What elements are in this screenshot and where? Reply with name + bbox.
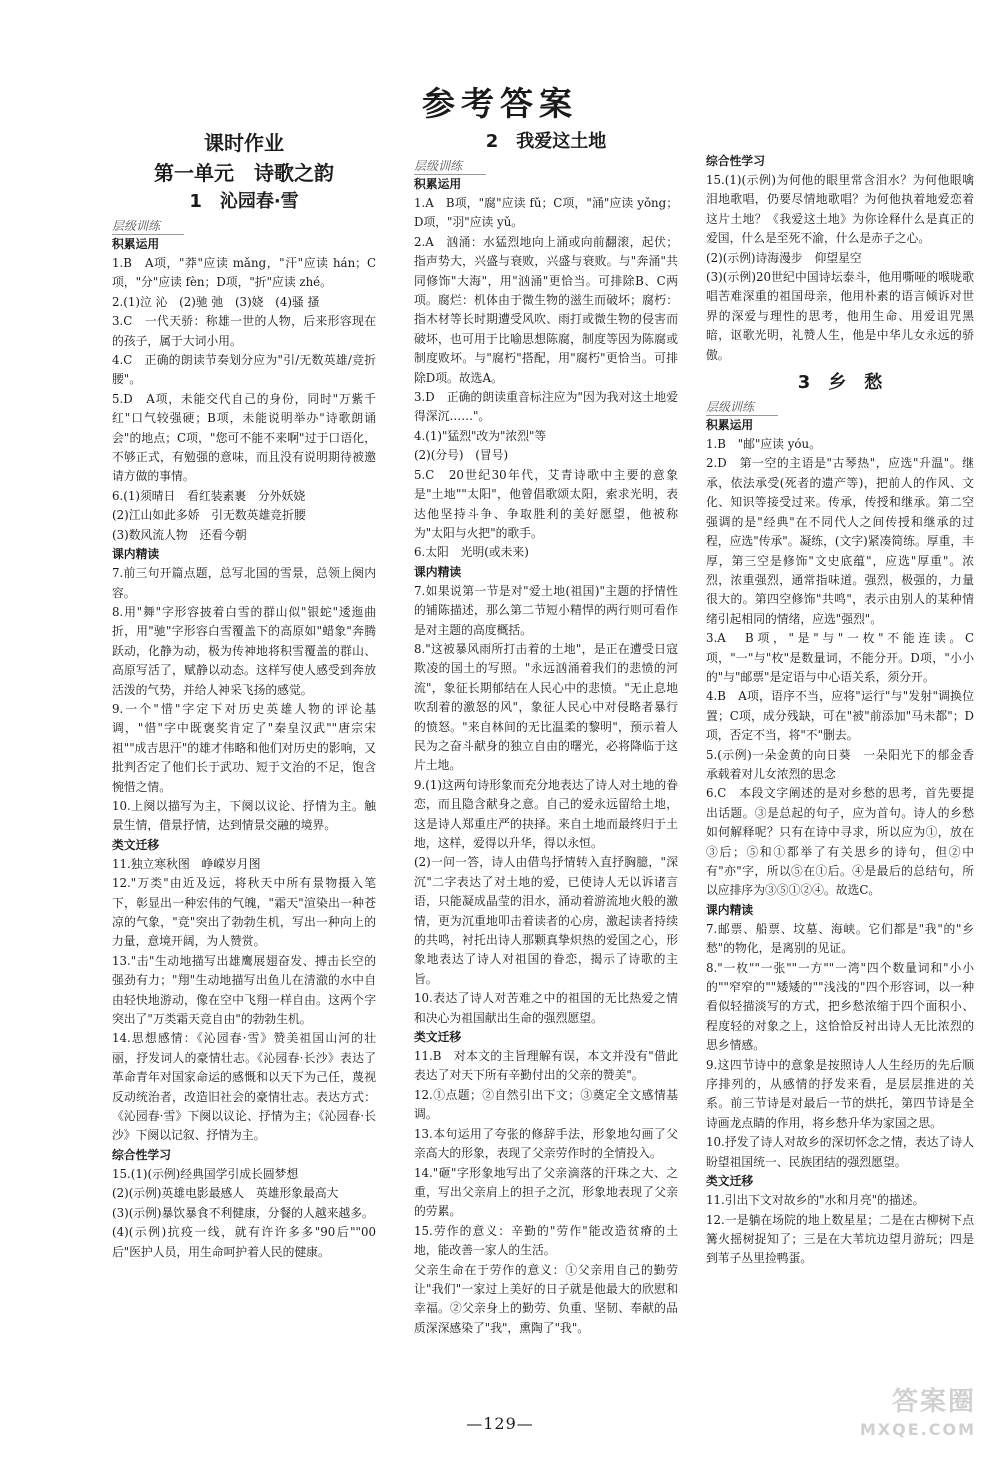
answer-item: 2.D 第一空的主语是"古琴热"，应选"升温"。继承，依法承受(死者的遗产等)，把前人的作风、文化、知识等接受过来。传承，传授和继承。第二空强调的是"经典"在不同代人之间传授和继承的过程，应选"传承"。凝练，(文字)紧凑简练。厚重，丰厚，第三空是修饰"文史底蕴"，应选"厚重"。浓烈，浓重强烈，通常指味道。强烈，极强的，力量很大的。第四空修饰"共鸣"，表示由别人的某种情绪引起相同的情绪，应选"强烈"。: [706, 456, 974, 626]
answer-column-3: [706, 152, 986, 1269]
answer-item: 1.B A项，"莽"应读 mǎng，"汗"应读 hán；C项，"分"应读 fèn；D项，"折"应读 zhé。: [112, 256, 376, 290]
section-label: 课内精读: [112, 547, 160, 562]
lesson-heading: 3 乡 愁: [797, 372, 883, 394]
answer-item: 8."一枚""一张""一方""一湾"四个数量词和"小小的""窄窄的""矮矮的""浅浅的"四个形容词，以一种看似轻描淡写的方式，把乡愁浓缩于四个面积小、程度轻的对象之上，这恰恰反衬出诗人无比浓烈的思乡情感。: [706, 960, 974, 1053]
answer-item: 6.C 本段文字阐述的是对乡愁的思考，首先要提出话题。③是总起的句子，应为首句。诗人的乡愁如何解释呢？只有在诗中寻求，所以应为①，放在③后；⑤和①都举了有关思乡的诗句，但②中有"亦"字，所以⑤在①后。④是最后的总结句，所以应排序为③⑤①②④。故选C。: [706, 786, 974, 898]
answer-item: 1.B "邮"应读 yóu。: [706, 437, 821, 452]
section-label: 课内精读: [414, 564, 462, 579]
answer-item: 11.独立寒秋图 峥嵘岁月图: [112, 856, 261, 871]
answer-item: 4.C 正确的朗读节奏划分应为"引/无数英雄/竞折腰"。: [112, 353, 376, 387]
answer-item: 4.B A项，语序不当，应将"运行"与"发射"调换位置；C项，成分残缺，可在"被"前添加"马未都"；D项，否定不当，将"不"删去。: [706, 689, 974, 743]
answer-item: 14."砸"字形象地写出了父亲滴落的汗珠之大、之重，写出父亲肩上的担子之沉，形象地表现了父亲的劳累。: [414, 1165, 678, 1219]
answer-item: 5.(示例)一朵金黄的向日葵 一朵阳光下的郁金香 承载着对儿女浓烈的思念: [706, 747, 986, 781]
answer-column-2: [414, 128, 678, 1338]
watermark-logo: [860, 1388, 976, 1444]
column-heading: 课时作业: [204, 131, 284, 155]
answer-item: 15.(1)(示例)为何他的眼里常含泪水？为何他眼噙泪地歌唱，仍要尽情地歌唱？为何他执着地爱恋着这片土地？《我爱这土地》为你诠释什么是真正的爱国，什么是至死不渝，什么是赤子之心。 (2)(示例)诗海漫步 仰望星空 (3)(示例)20世纪中国诗坛泰斗，他用嘶哑的喉咙歌唱苦难深重的祖国母亲，他用朴素的语言倾诉对世界的深爱与理性的思考，他用生命、用爱诅咒黑暗，讴歌光明，礼赞人生，他是中华儿女永远的骄傲。: [706, 173, 974, 362]
answer-item: 10.抒发了诗人对故乡的深切怀念之情，表达了诗人盼望祖国统一、民族团结的强烈愿望。: [706, 1135, 974, 1169]
page-number: —129—: [466, 1414, 534, 1433]
answer-item: 15.劳作的意义：辛勤的"劳作"能改造贫瘠的土地，能改善一家人的生活。 父亲生命在于劳作的意义：①父亲用自己的勤劳让"我们"一家过上美好的日子就是他最大的欣慰和幸福。②父亲身上的勤劳、负重、坚韧、奉献的品质深深感染了"我"，熏陶了"我"。: [414, 1223, 678, 1335]
answer-item: 12."万类"由近及远，将秋天中所有景物摄入笔下，彰显出一种宏伟的气魄，"霜天"渲染出一种苍凉的气象，"竞"突出了勃勃生机，写出一种向上的力量，意境开阔，为人赞赏。: [112, 876, 376, 949]
answer-item: 13.本句运用了夸张的修辞手法，形象地勾画了父亲高大的形象，表现了父亲劳作时的全情投入。: [414, 1126, 678, 1161]
unit-heading: 第一单元 诗歌之韵: [154, 161, 334, 185]
section-label: 积累运用: [112, 237, 160, 251]
answer-item: 14.思想感情：《沁园春·雪》赞美祖国山河的壮丽，抒发词人的豪情壮志。《沁园春·长沙》表达了革命青年对国家命运的感慨和以天下为己任，蔑视反动统治者，改造旧社会的豪情壮志。表达方式：《沁园春·雪》下阕以议论、抒情为主；《沁园春·长沙》下阕以记叙、抒情为主。: [112, 1031, 376, 1143]
section-label: 课内精读: [706, 902, 754, 917]
answer-item: 9.(1)这两句诗形象而充分地表达了诗人对土地的眷恋，而且隐含献身之意。自己的爱永远留给土地，这是诗人郑重庄严的抉择。来自土地而最终归于土地，这样，爱得以升华，得以永恒。 (2)一问一答，诗人由借鸟抒情转入直抒胸臆，"深沉"二字表达了对土地的爱，已使诗人无以诉诸言语，只能凝成晶莹的泪水，涌动着游流地火般的激情，更为沉重地叩击着读者的心房，激起读者持续的共鸣，衬托出诗人那颗真挚炽热的爱国之心，形象地表达了诗人对祖国的眷恋，揭示了诗歌的主旨。: [414, 777, 678, 986]
answer-item: 12.一是躺在场院的地上数星星；二是在古柳树下点篝火摇树捉知了；三是在大苇坑边望月游玩；四是到苇子丛里捡鸭蛋。: [706, 1212, 974, 1266]
answer-item: 3.A B项，"是"与"一枚"不能连读。C项，"一"与"枚"是数量词，不能分开。D项，"小小的"与"邮票"是定语与中心语关系，须分开。: [706, 631, 974, 684]
answer-item: 3.D 正确的朗读重音标注应为"因为我对这土地爱得深沉……"。: [414, 390, 678, 424]
level-training-tag: 层级训练: [706, 399, 778, 416]
section-label: 类文迁移: [112, 837, 160, 852]
answer-item: 2.(1)泣 沁 (2)驰 弛 (3)娆 (4)骚 搔: [112, 294, 320, 309]
answer-item: 9.这四节诗中的意象是按照诗人人生经历的先后顺序排列的，从感情的抒发来看，是层层推进的关系。前三节诗是对最后一节的烘托，第四节诗是全诗画龙点睛的作用，将乡愁升华为家国之思。: [706, 1057, 974, 1130]
section-label: 综合性学习: [706, 154, 765, 168]
answer-item: 5.D A项，未能交代自己的身份，同时"万紫千红"口气较强硬；B项，未能说明举办"诗歌朗诵会"的地点；C项，"您可不能不来啊"过于口语化，不够正式，有勉强的意味，而且没有说明期待被邀请方做的事情。: [112, 391, 376, 484]
level-training-tag: 层级训练: [112, 218, 184, 235]
answer-item: 15.(1)(示例)经典国学引成长圆梦想 (2)(示例)英雄电影最感人 英雄形象最高大 (3)(示例)暴饮暴食不利健康，分餐的人越来越多。 (4)(示例)抗疫一线，就有许许多多"90后""00后"医护人员，用生命呵护着人民的健康。: [112, 1166, 376, 1259]
lesson-heading: 2 我爱这土地: [485, 131, 607, 152]
watermark-brand: 答案圈: [891, 1387, 976, 1417]
section-label: 综合性学习: [112, 1147, 171, 1162]
sections-top: [706, 152, 974, 365]
answer-item: 11.B 对本文的主旨理解有误，本文并没有"借此表达了对天下所有辛勤付出的父亲的赞美"。: [414, 1049, 678, 1083]
answer-item: 4.(1)"猛烈"改为"浓烈"等 (2)(分号) (冒号): [414, 428, 547, 463]
answer-item: 9.一个"惜"字定下对历史英雄人物的评论基调，"惜"字中既褒奖肯定了"秦皇汉武""唐宗宋祖""成吉思汗"的雄才伟略和他们对历史的影响，又批判否定了他们长于武功、短于文治的不足，饱含惋惜之情。: [112, 701, 377, 794]
section-label: 积累运用: [414, 177, 462, 191]
answer-item: 3.C 一代天骄：称雄一世的人物，后来形容现在的孩子，属于大词小用。: [112, 314, 376, 348]
answer-item: 11.引出下文对故乡的"水和月亮"的描述。: [706, 1193, 925, 1208]
lesson-heading: 1 沁园春·雪: [189, 191, 299, 212]
sections: [112, 235, 376, 1262]
answer-item: 10.上阕以描写为主，下阕以议论、抒情为主。触景生情，借景抒情，达到情景交融的境界。: [112, 798, 376, 833]
answer-item: 6.太阳 光明(或未来): [414, 545, 529, 560]
sections: [706, 416, 986, 1269]
answer-item: 13."击"生动地描写出雄鹰展翅奋发、搏击长空的强劲有力；"翔"生动地描写出鱼儿在清澈的水中自由轻快地游动，像在空中飞翔一样自由。这两个字突出了"万类霜天竞自由"的勃勃生机。: [112, 953, 376, 1027]
answer-item: 2.A 汹涌：水猛烈地向上涌或向前翻滚，起伏；指声势大，兴盛与衰败，兴盛与衰败。与"奔涌"共同修饰"大海"，用"汹涌"更恰当。可排除B、C两项。腐烂：机体由于微生物的滋生而破坏；腐朽：指木材等长时期遭受风吹、雨打或微生物的侵害而破坏，也可用于比喻思想陈腐，制度等因为陈腐或制度败坏。与"腐朽"搭配，用"腐朽"更恰当。可排除D项。故选A。: [414, 234, 678, 385]
answer-item: 6.(1)须晴日 看红装素裹 分外妖娆 (2)江山如此多娇 引无数英雄竞折腰 (3)数风流人物 还看今朝: [112, 488, 306, 542]
answer-item: 1.A B项，"腐"应读 fǔ；C项，"涌"应读 yǒng；D项，"羽"应读 yǔ。: [414, 196, 678, 230]
sections: [414, 175, 678, 1338]
answer-item: 7.邮票、船票、坟墓、海峡。它们都是"我"的"乡愁"的物化，是离别的见证。: [706, 921, 974, 956]
answer-item: 12.①点题；②自然引出下文；③奠定全文感情基调。: [414, 1087, 678, 1122]
answer-item: 7.如果说第一节是对"爱土地(祖国)"主题的抒情性的铺陈描述，那么第二节短小精悍的两行则可看作是对主题的高度概括。: [414, 583, 678, 637]
answer-item: 8.用"舞"字形容披着白雪的群山似"银蛇"逶迤曲折，用"驰"字形容白雪覆盖下的高原如"蜡象"奔腾跃动，化静为动，极为传神地将积雪覆盖的群山、高原写活了，赋静以动态。这样写使人感受到奔放活泼的气势，并给人神采飞扬的感觉。: [112, 604, 376, 697]
answer-column-1: [112, 128, 376, 1262]
section-label: 类文迁移: [706, 1174, 754, 1189]
section-label: 积累运用: [706, 418, 754, 433]
level-training-tag: 层级训练: [414, 158, 486, 175]
answer-item: 10.表达了诗人对苦难之中的祖国的无比热爱之情和决心为祖国献出生命的强烈愿望。: [414, 991, 678, 1025]
page-title: 参考答案: [422, 84, 578, 123]
answer-item: 5.C 20世纪30年代，艾青诗歌中主要的意象是"土地""太阳"，他曾倡歌颂太阳，索求光明，表达他坚持斗争、争取胜利的美好愿望，他被称为"太阳与火把"的歌手。: [414, 467, 678, 540]
watermark-site: MXQE.COM: [859, 1420, 976, 1439]
section-label: 类文迁移: [414, 1030, 462, 1045]
answer-item: 7.前三句开篇点题，总写北国的雪景，总领上阕内容。: [112, 566, 376, 600]
answer-item: 8."这被暴风雨所打击着的土地"，是正在遭受日寇欺凌的国土的写照。"永远汹涌着我们的悲愤的河流"，象征长期郁结在人民心中的悲愤。"无止息地吹刮着的激怒的风"，象征人民心中对侵略者暴行的愤怒。"来自林间的无比温柔的黎明"，预示着人民为之奋斗献身的独立自由的曙光，必将降临于这片土地。: [414, 641, 678, 773]
